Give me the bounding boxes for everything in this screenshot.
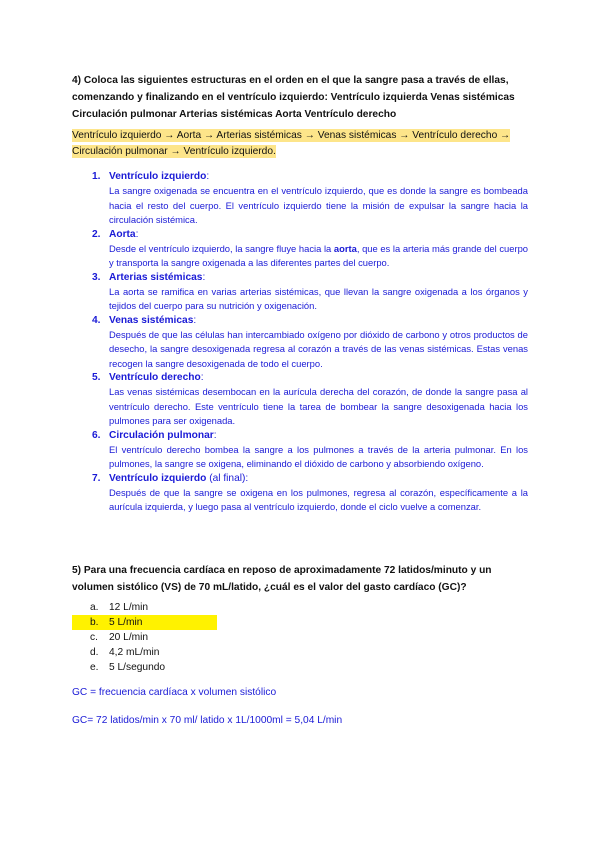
step-title-text: Aorta [109, 228, 136, 240]
step-number: 5. [92, 372, 101, 383]
step-title [109, 472, 528, 486]
step-body: La aorta se ramifica en varias arterias sistémicas, que llevan la sangre oxigenada a los órganos y tejidos del cuerpo para su nutrición y oxigenación. [109, 285, 528, 311]
step-title-text: Circulación pulmonar [109, 429, 214, 441]
option-letter: c. [90, 632, 98, 643]
step-title [109, 371, 528, 385]
list-item [72, 170, 528, 228]
list-item [72, 371, 528, 429]
step-body: Después de que la sangre se oxigena en los pulmones, regresa al corazón, específicamente a la aurícula izquierda, y luego pasa al ventrículo izquierdo, donde el ciclo vuelve a comenzar. [109, 486, 528, 512]
option-text: 12 L/min [109, 602, 149, 613]
option-letter: a. [90, 602, 99, 613]
cardiac-output-calculation: GC= 72 latidos/min x 70 ml/ latido x 1L/1000ml = 5,04 L/min [72, 715, 343, 726]
option-a[interactable] [72, 600, 528, 615]
question-4-title: 4) Coloca las siguientes estructuras en el orden en el que la sangre pasa a través de ellas, comenzando y finalizando en el ventrículo izquierdo: Ventrículo izquierda Venas sistémicas Circulación pulmonar Arterias sistémicas Aorta Ventrículo derecho [72, 75, 515, 120]
step-title-suffix: : [202, 271, 206, 283]
step-number: 2. [92, 228, 101, 240]
step-title [109, 429, 528, 443]
answer-highlight: Ventrículo izquierdo → Aorta → Arterias sistémicas → Venas sistémicas → Ventrículo derecho → Circulación pulmonar → Ventrículo izquierdo. [72, 130, 511, 157]
step-title [109, 314, 528, 328]
step-body: El ventrículo derecho bombea la sangre a los pulmones a través de la arteria pulmonar. En los pulmones, la sangre se oxigena, eliminando el dióxido de carbono y absorbiendo oxígeno. [109, 443, 528, 469]
step-body [109, 242, 528, 271]
option-c[interactable] [72, 630, 528, 645]
step-title-text: Ventrículo izquierdo [109, 171, 207, 182]
step-title-text: Ventrículo izquierdo [109, 472, 207, 484]
step-title [109, 170, 528, 184]
option-letter: e. [90, 662, 99, 673]
list-item [72, 228, 528, 271]
step-title-suffix: : [213, 429, 217, 441]
answer-options-list [72, 600, 528, 675]
step-body-text: , que es la arteria más grande del cuerpo y transporta la sangre oxigenada a las diferentes partes del cuerpo. [109, 242, 529, 268]
step-body-text: Desde el ventrículo izquierdo, la sangre fluye hacia la [109, 242, 334, 254]
list-item [72, 472, 528, 515]
step-title-suffix: (al final): [206, 472, 249, 484]
option-text: 4,2 mL/min [109, 647, 160, 658]
option-text: 5 L/min [109, 617, 143, 628]
step-number: 1. [92, 171, 101, 182]
step-title-text: Arterias sistémicas [109, 271, 203, 283]
list-item [72, 271, 528, 314]
option-text: 20 L/min [109, 632, 149, 643]
step-title-suffix: : [200, 372, 204, 383]
step-body: Después de que las células han intercambiado oxígeno por dióxido de carbono y otros productos de desecho, la sangre desoxigenada regresa al corazón a través de las venas sistémicas. Estas venas recogen la sangre desoxigenada de todo el cuerpo. [109, 328, 528, 369]
option-text: 5 L/segundo [109, 662, 166, 673]
option-letter: d. [90, 647, 99, 658]
step-number: 4. [92, 314, 101, 326]
question-4-answer [72, 128, 528, 160]
list-item [72, 314, 528, 372]
step-body: Las venas sistémicas desembocan en la aurícula derecha del corazón, de donde la sangre pasa al ventrículo derecho. Este ventrículo tiene la tarea de bombear la sangre desoxigenada hacia los pulmones para ser oxigenada. [109, 386, 528, 426]
step-number: 6. [92, 429, 101, 441]
step-number: 3. [92, 271, 101, 283]
option-e[interactable] [72, 660, 528, 675]
step-title-suffix: : [135, 228, 139, 240]
step-body: La sangre oxigenada se encuentra en el ventrículo izquierdo, que es donde la sangre es bombeada hacia el resto del cuerpo. El ventrículo izquierdo tiene la misión de expulsar la sangre hacia la circulación sistémica. [109, 185, 528, 225]
option-b-selected[interactable] [72, 615, 217, 630]
step-title-suffix: : [193, 314, 197, 326]
step-number: 7. [92, 472, 101, 484]
step-body-bold: aorta [333, 242, 357, 254]
step-title-suffix: : [206, 171, 210, 182]
cardiac-output-formula: GC = frecuencia cardíaca x volumen sistólico [72, 687, 277, 698]
step-title [109, 228, 528, 242]
step-title-text: Venas sistémicas [109, 314, 194, 326]
list-item [72, 429, 528, 472]
option-d[interactable] [72, 645, 528, 660]
circulation-steps-list [72, 170, 528, 515]
question-5-title: 5) Para una frecuencia cardíaca en reposo de aproximadamente 72 latidos/minuto y un volumen sistólico (VS) de 70 mL/latido, ¿cuál es el valor del gasto cardíaco (GC)? [72, 565, 492, 593]
step-title [109, 271, 528, 285]
option-letter: b. [90, 617, 99, 628]
step-title-text: Ventrículo derecho [109, 372, 201, 383]
